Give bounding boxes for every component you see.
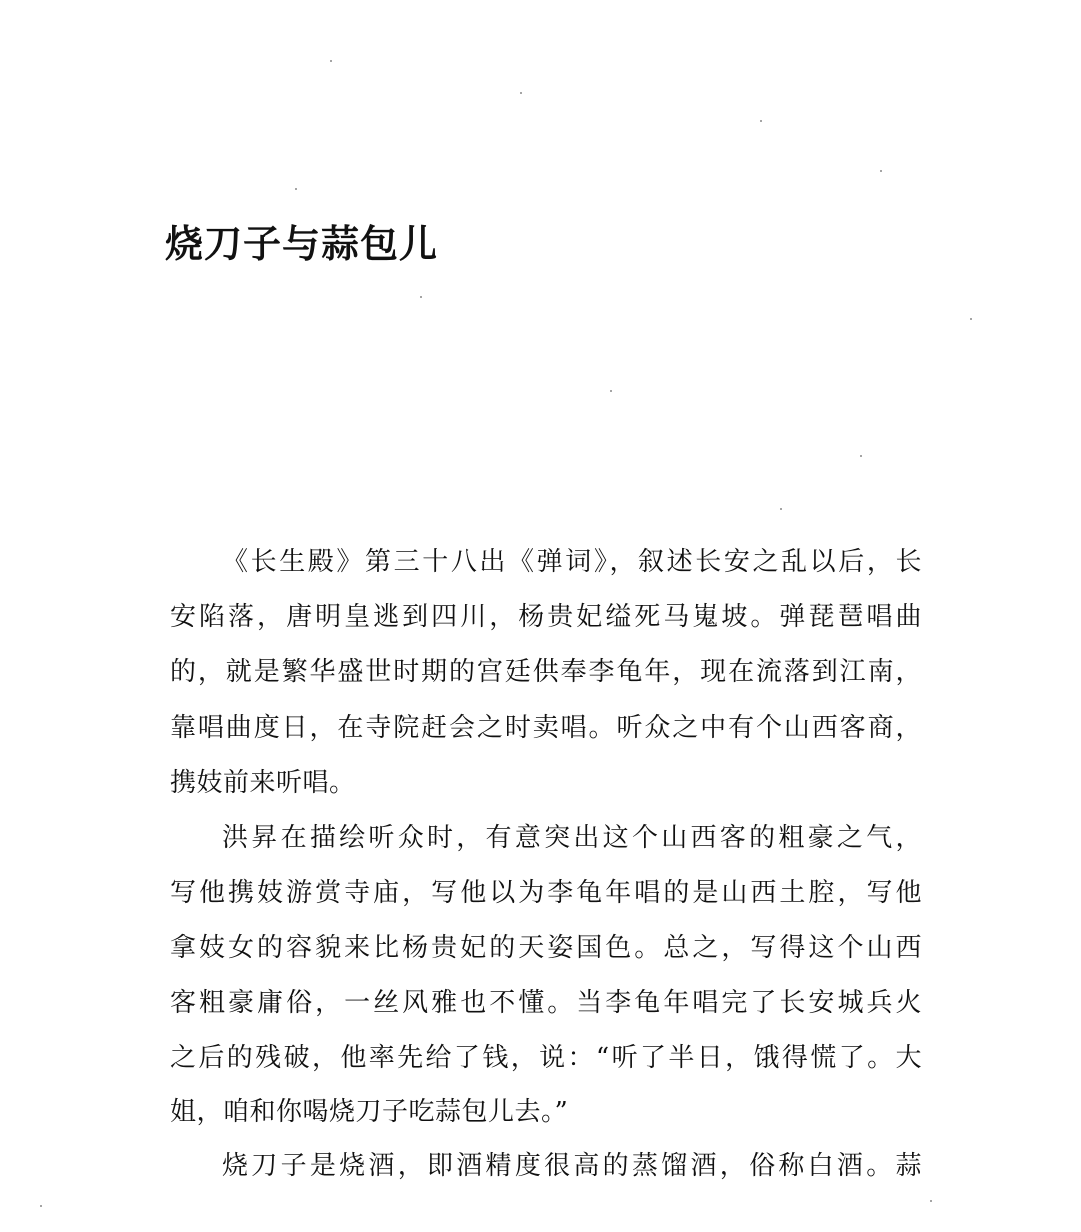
page-title: 烧刀子与蒜包儿: [165, 222, 439, 266]
scan-speck: [40, 1205, 42, 1207]
scan-speck: [970, 318, 972, 320]
text-line-9: 客粗豪庸俗，一丝风雅也不懂。当李龟年唱完了长安城兵火: [170, 988, 922, 1018]
text-line-11: 姐，咱和你喝烧刀子吃蒜包儿去。”: [170, 1097, 569, 1127]
text-line-6: 洪昇在描绘听众时，有意突出这个山西客的粗豪之气，: [222, 823, 922, 853]
text-line-8: 拿妓女的容貌来比杨贵妃的天姿国色。总之，写得这个山西: [170, 933, 922, 963]
text-line-4: 靠唱曲度日，在寺院赶会之时卖唱。听众之中有个山西客商，: [170, 713, 922, 743]
scan-speck: [520, 92, 522, 94]
text-line-2: 安陷落，唐明皇逃到四川，杨贵妃缢死马嵬坡。弹琵琶唱曲: [170, 602, 922, 632]
scan-speck: [295, 188, 297, 190]
scan-speck: [930, 1200, 932, 1202]
text-line-12: 烧刀子是烧酒，即酒精度很高的蒸馏酒，俗称白酒。蒜: [222, 1151, 922, 1181]
scan-speck: [420, 296, 422, 298]
text-line-7: 写他携妓游赏寺庙，写他以为李龟年唱的是山西土腔，写他: [170, 878, 922, 908]
text-line-5: 携妓前来听唱。: [170, 768, 356, 798]
scan-speck: [780, 508, 782, 510]
text-line-1: 《长生殿》第三十八出《弹词》，叙述长安之乱以后，长: [222, 547, 922, 577]
text-line-3: 的，就是繁华盛世时期的宫廷供奉李龟年，现在流落到江南，: [170, 657, 922, 687]
text-line-10: 之后的残破，他率先给了钱，说：“听了半日，饿得慌了。大: [170, 1043, 922, 1073]
scan-speck: [610, 390, 612, 392]
scan-speck: [880, 170, 882, 172]
scan-speck: [330, 60, 332, 62]
scan-speck: [860, 455, 862, 457]
scan-speck: [760, 120, 762, 122]
